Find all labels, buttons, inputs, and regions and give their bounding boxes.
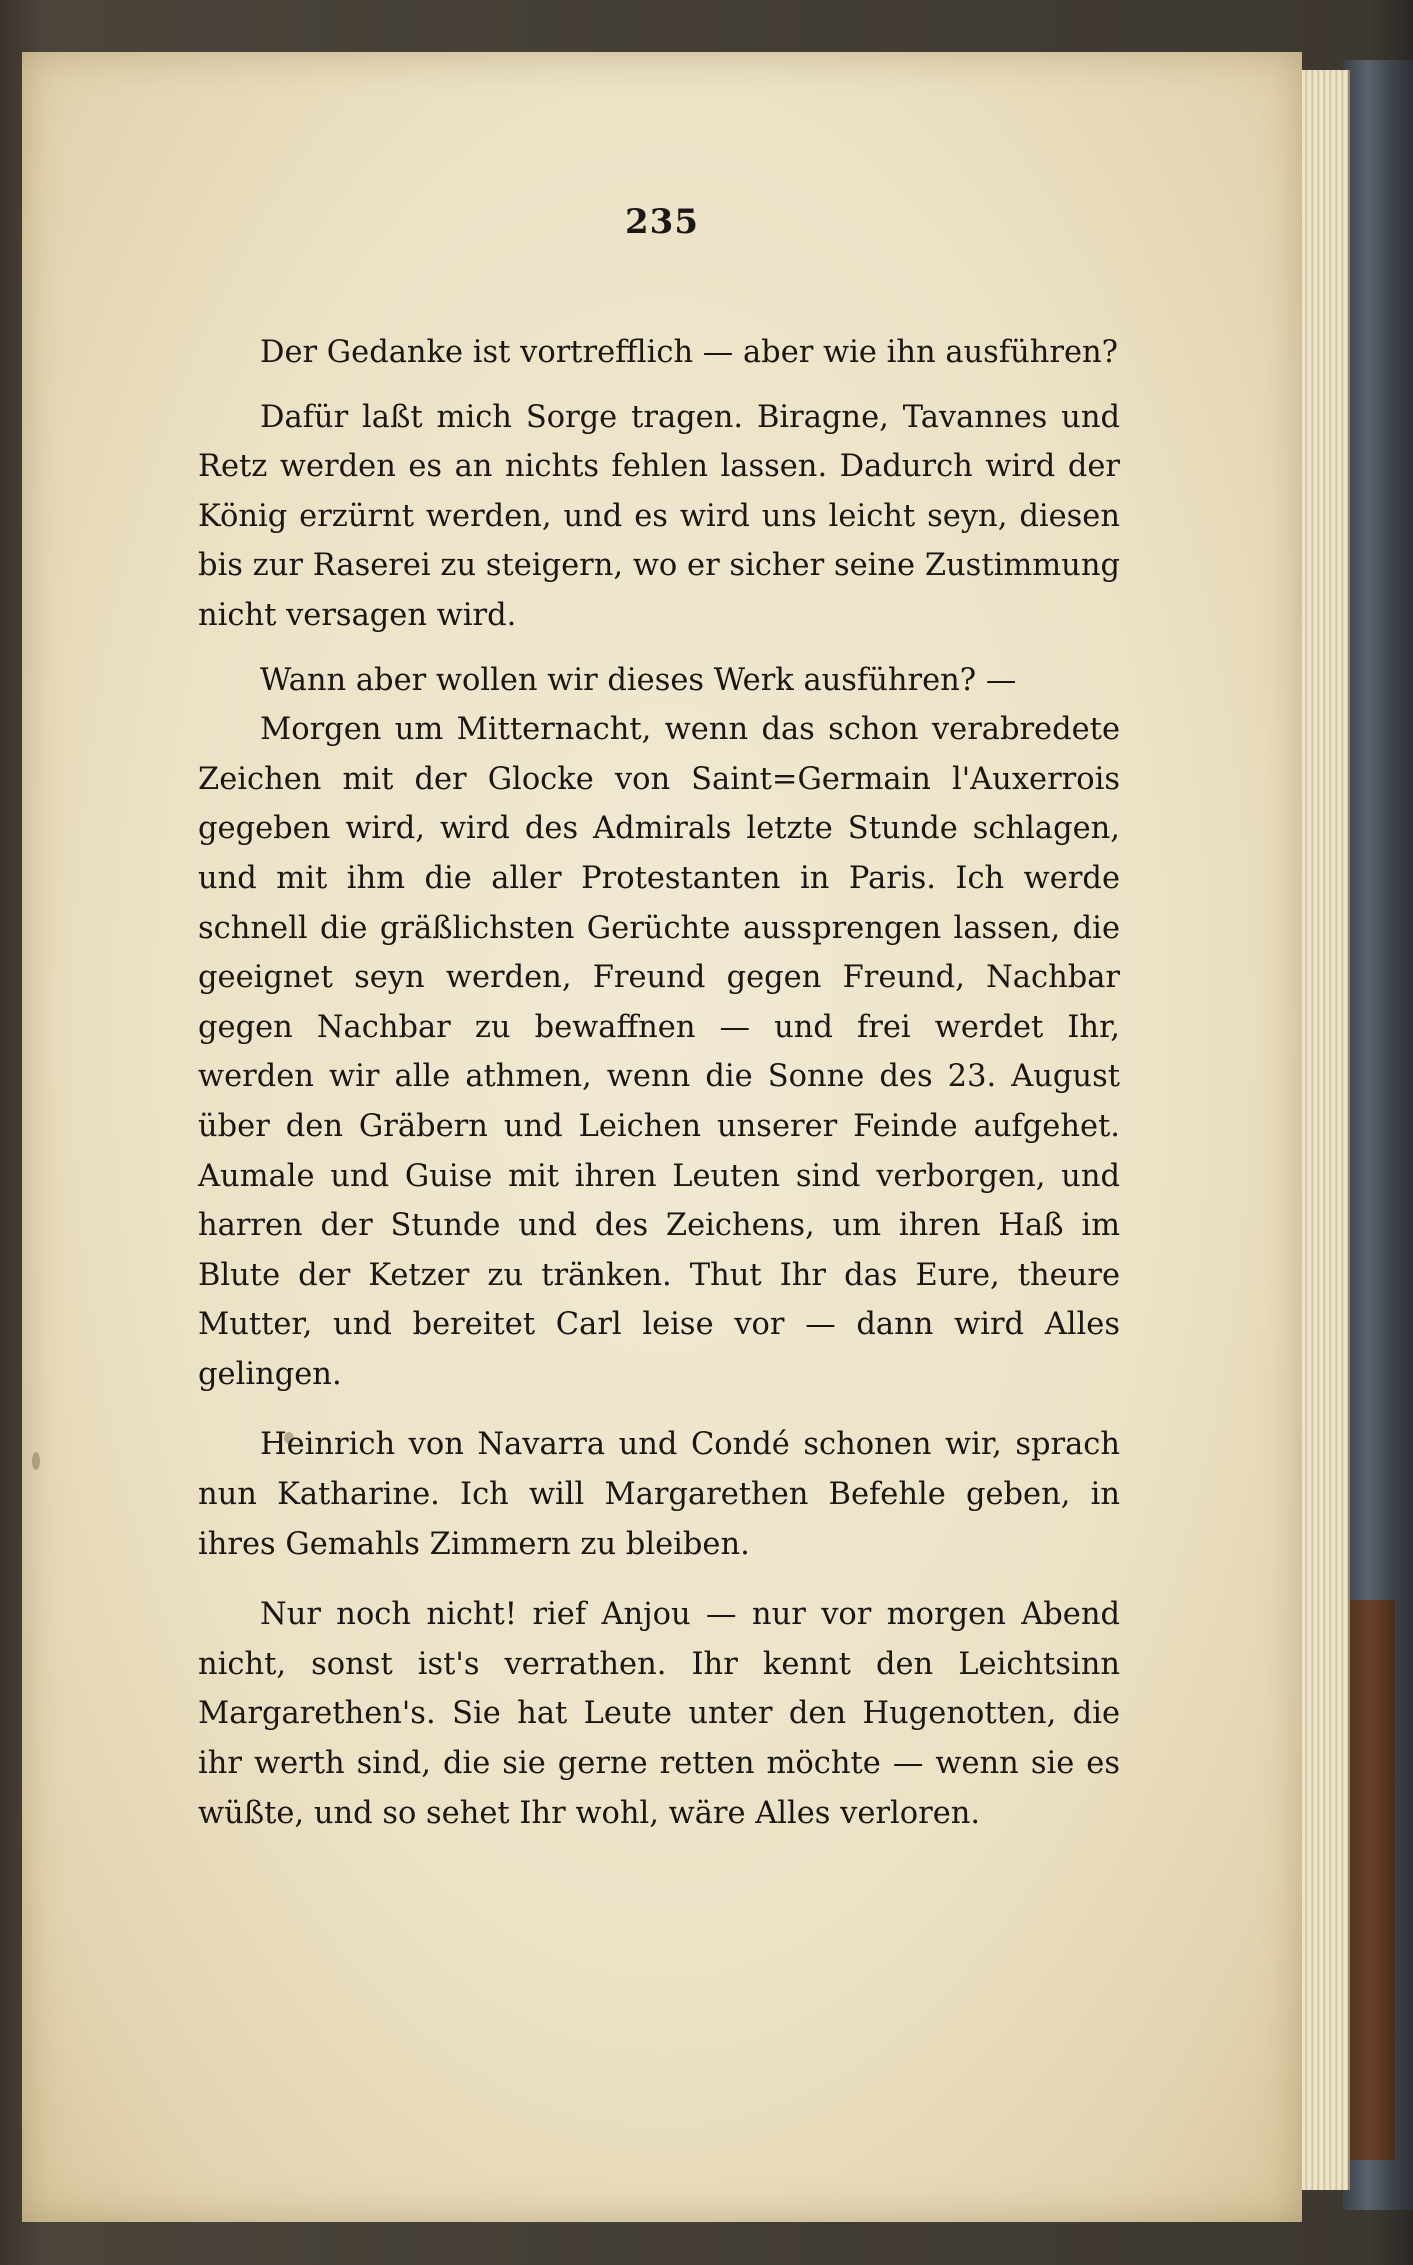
paragraph: Nur noch nicht! rief Anjou — nur vor morgen Abend nicht, sonst ist's verrathen. Ihr kennt den Leichtsinn Margarethen's. Sie hat Leute unter den Hugenotten, die ihr werth sind, die sie gerne retten möchte — wenn sie es wüßte, und so sehet Ihr wohl, wäre Alles verloren. (198, 1597, 1120, 1831)
paragraph: Wann aber wollen wir dieses Werk ausführen? — (260, 662, 1017, 698)
paper-spot (32, 1452, 40, 1470)
paragraph: Der Gedanke ist vortrefflich — aber wie ihn ausführen? (260, 335, 1119, 370)
paragraph: Heinrich von Navarra und Condé schonen wir, sprach nun Katharine. Ich will Margarethen Befehle geben, in ihres Gemahls Zimmern zu bleiben. (198, 1427, 1120, 1562)
book-page (22, 52, 1302, 2222)
paragraph: Dafür laßt mich Sorge tragen. Biragne, Tavannes und Retz werden es an nichts fehlen lassen. Dadurch wird der König erzürnt werden, und es wird uns leicht seyn, diesen bis zur Raserei zu steigern, wo er sicher seine Zustimmung nicht versagen wird. (198, 399, 1120, 633)
book-spine-leather (1343, 1600, 1395, 2160)
paragraph: Morgen um Mitternacht, wenn das schon verabredete Zeichen mit der Glocke von Saint=Germain l'Auxerrois gegeben wird, wird des Admirals letzte Stunde schlagen, und mit ihm die aller Protestanten in Paris. Ich werde schnell die gräßlichsten Gerüchte aussprengen lassen, die geeignet seyn werden, Freund gegen Freund, Nachbar gegen Nachbar zu bewaffnen — und frei werdet Ihr, werden wir alle athmen, wenn die Sonne des 23. August über den Gräbern und Leichen unserer Feinde aufgehet. Aumale und Guise mit ihren Leuten sind verborgen, und harren der Stunde und des Zeichens, um ihren Haß im Blute der Ketzer zu tränken. Thut Ihr das Eure, theure Mutter, und bereitet Carl leise vor — dann wird Alles gelingen. (198, 712, 1120, 1392)
page-body-text (198, 328, 1120, 1838)
page-number: 235 (625, 202, 699, 242)
